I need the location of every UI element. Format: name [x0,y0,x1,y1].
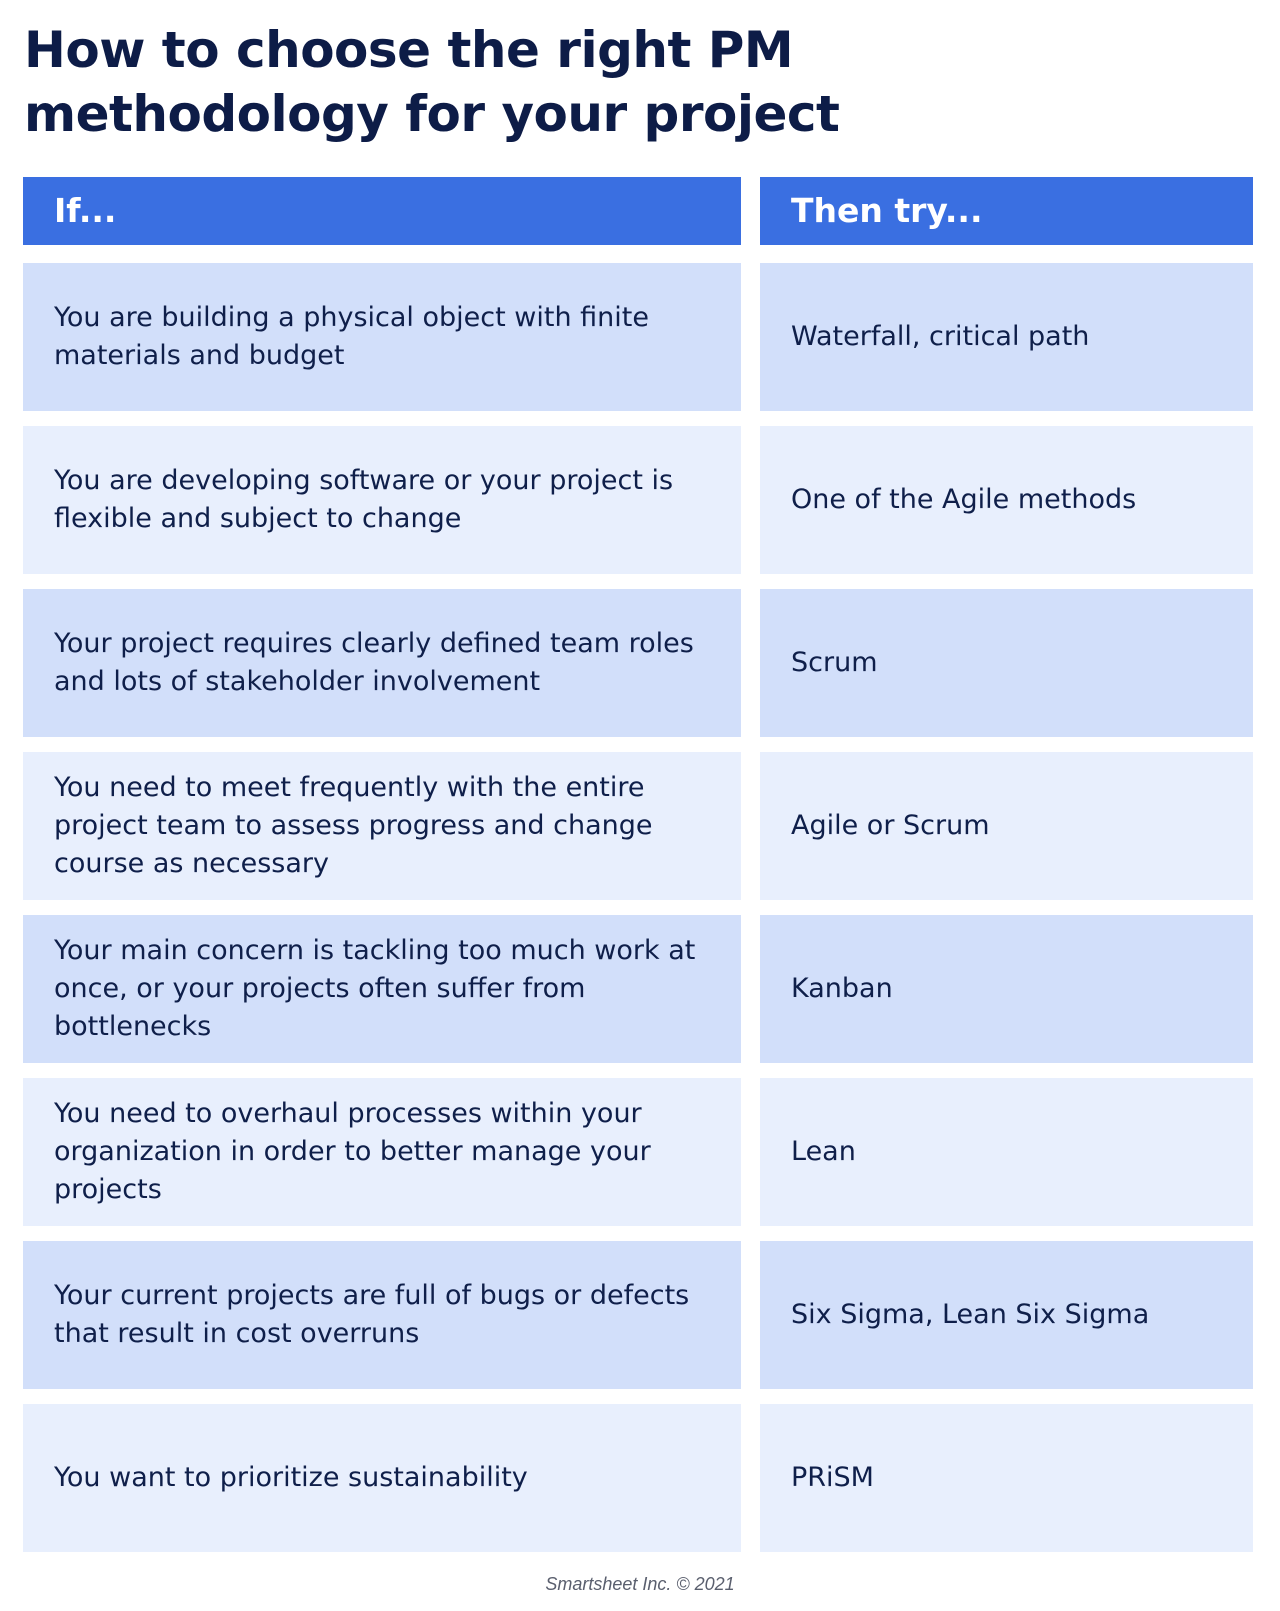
table-row-7-if: Your current projects are full of bugs or defects that result in cost overruns [23,1241,741,1389]
table-row-1-then: Waterfall, critical path [760,263,1253,411]
table-row-4-if: You need to meet frequently with the entire project team to assess progress and change course as necessary [23,752,741,900]
table-row-5-if: Your main concern is tackling too much work at once, or your projects often suffer from bottlenecks [23,915,741,1063]
table-row-6-then: Lean [760,1078,1253,1226]
table-row-2-if: You are developing software or your project is flexible and subject to change [23,426,741,574]
table-row-6-if: You need to overhaul processes within your organization in order to better manage your projects [23,1078,741,1226]
column-header-then: Then try... [760,177,1253,245]
table-row-3-then: Scrum [760,589,1253,737]
table-row-3-if: Your project requires clearly defined team roles and lots of stakeholder involvement [23,589,741,737]
page-title-line-1: How to choose the right PM [24,21,794,79]
table-row-8-then: PRiSM [760,1404,1253,1552]
copyright-footer: Smartsheet Inc. © 2021 [545,1574,735,1594]
table-row-2-then: One of the Agile methods [760,426,1253,574]
table-row-4-then: Agile or Scrum [760,752,1253,900]
page-title-line-2: methodology for your project [24,85,840,143]
table-row-8-if: You want to prioritize sustainability [23,1404,741,1552]
table-row-1-if: You are building a physical object with finite materials and budget [23,263,741,411]
table-row-7-then: Six Sigma, Lean Six Sigma [760,1241,1253,1389]
column-header-if: If... [23,177,741,245]
table-row-5-then: Kanban [760,915,1253,1063]
